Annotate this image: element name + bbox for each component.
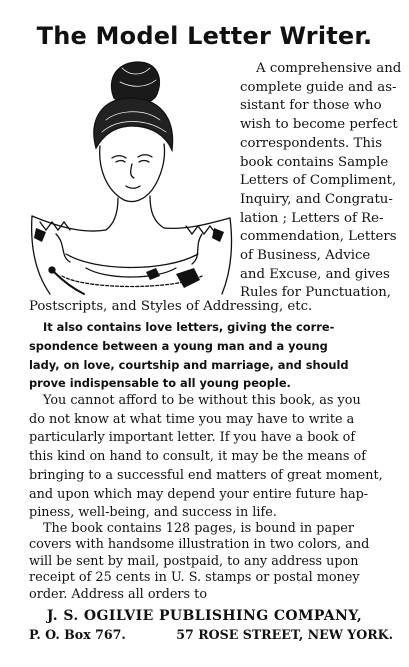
intro-line: A comprehensive and: [256, 61, 402, 76]
paragraph-line: and upon which may depend your entire future hap-: [29, 486, 369, 502]
paragraph-line: receipt of 25 cents in U. S. stamps or postal money: [29, 570, 360, 586]
intro-line: and Excuse, and gives: [240, 266, 390, 282]
woman-portrait-illustration: [26, 58, 236, 296]
paragraph-line: covers with handsome illustration in two colors, and: [29, 537, 370, 553]
intro-column: [240, 60, 400, 303]
paragraph-line: The book contains 128 pages, is bound in paper: [43, 521, 354, 536]
street-address: 57 ROSE STREET, NEW YORK.: [176, 627, 393, 642]
paragraph-line: prove indispensable to all young people.: [29, 376, 291, 391]
paragraph-line: spondence between a young man and a young: [29, 338, 328, 353]
po-box: P. O. Box 767.: [29, 627, 126, 642]
paragraph-line: do not know at what time you may have to write a: [29, 411, 355, 427]
afford-paragraph: [29, 392, 404, 523]
intro-line: wish to become perfect: [240, 117, 398, 133]
intro-continuation: Postscripts, and Styles of Addressing, etc.: [29, 299, 313, 314]
page-title: The Model Letter Writer.: [36, 22, 373, 50]
intro-line: sistant for those who: [240, 98, 382, 114]
paragraph-line: will be sent by mail, postpaid, to any address upon: [29, 553, 359, 569]
paragraph-line: order. Address all orders to: [29, 586, 208, 602]
intro-line: Letters of Compliment,: [240, 173, 397, 189]
intro-line: Inquiry, and Congratu-: [240, 191, 393, 207]
paragraph-line: bringing to a successful end matters of great moment,: [29, 467, 383, 483]
paragraph-line: piness, well-being, and success in life.: [29, 505, 277, 521]
intro-line: of Business, Advice: [240, 248, 371, 264]
paragraph-line: It also contains love letters, giving the corre-: [43, 320, 335, 334]
pages-paragraph: [29, 521, 404, 603]
publisher-name: J. S. OGILVIE PUBLISHING COMPANY,: [46, 608, 363, 624]
intro-line: Rules for Punctuation,: [240, 285, 392, 301]
paragraph-line: lady, on love, courtship and marriage, and should: [29, 357, 349, 372]
intro-line: commendation, Letters: [240, 229, 397, 245]
love-letters-paragraph: [29, 318, 399, 393]
paragraph-line: You cannot afford to be without this book, as you: [43, 393, 361, 408]
intro-line: lation ; Letters of Re-: [240, 210, 384, 226]
paragraph-line: particularly important letter. If you have a book of: [29, 430, 356, 446]
paragraph-line: this kind on hand to consult, it may be the means of: [29, 449, 366, 465]
intro-line: book contains Sample: [240, 154, 389, 170]
intro-line: complete guide and as-: [240, 79, 397, 95]
intro-line: correspondents. This: [240, 135, 383, 151]
